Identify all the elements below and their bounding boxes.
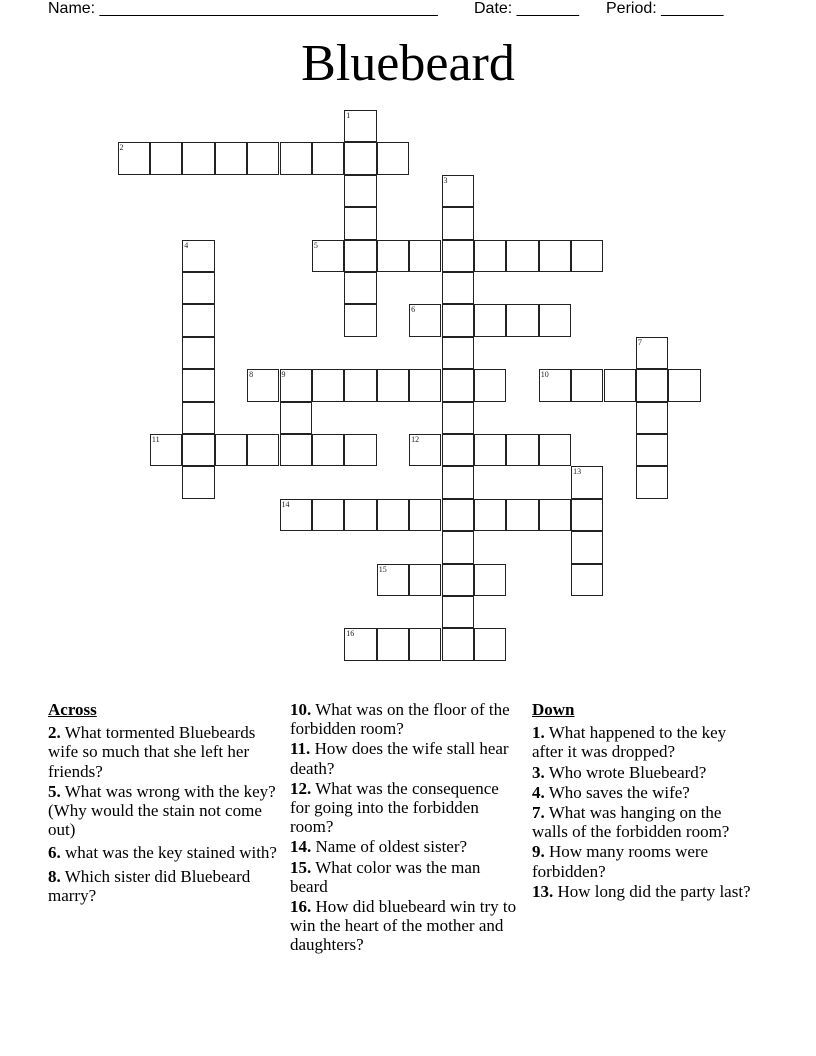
grid-cell[interactable] <box>506 434 538 466</box>
clue-item <box>48 782 284 840</box>
grid-cell[interactable] <box>442 369 474 401</box>
grid-cell[interactable] <box>474 628 506 660</box>
clue-item-text: What color was the man beard <box>290 857 481 896</box>
grid-cell[interactable] <box>474 434 506 466</box>
clue-item-text: What happened to the key after it was dropped? <box>532 723 727 762</box>
clue-item <box>532 723 758 761</box>
across-heading: Across <box>48 700 97 719</box>
grid-cell[interactable] <box>409 628 441 660</box>
down-heading: Down <box>532 700 575 719</box>
grid-cell[interactable] <box>247 434 279 466</box>
grid-cell[interactable] <box>442 207 474 239</box>
grid-cell[interactable] <box>344 628 376 660</box>
clue-item <box>532 842 758 880</box>
clue-item-number: 9. <box>532 842 545 862</box>
grid-cell[interactable] <box>150 434 182 466</box>
clue-item <box>290 837 520 856</box>
clue-item-text: What was the consequence for going into the forbidden room? <box>290 778 499 837</box>
grid-cell[interactable] <box>182 369 214 401</box>
grid-cell[interactable] <box>344 434 376 466</box>
grid-cell[interactable] <box>442 337 474 369</box>
grid-cell[interactable] <box>442 564 474 596</box>
grid-cell[interactable] <box>150 142 182 174</box>
clue-item-number: 8. <box>48 866 61 886</box>
grid-cell[interactable] <box>506 499 538 531</box>
grid-cell[interactable] <box>442 499 474 531</box>
grid-cell[interactable] <box>215 434 247 466</box>
grid-cell[interactable] <box>280 142 312 174</box>
grid-cell[interactable] <box>409 369 441 401</box>
clue-number: 5 <box>313 240 318 250</box>
grid-cell[interactable] <box>344 207 376 239</box>
grid-cell[interactable] <box>474 369 506 401</box>
grid-cell[interactable] <box>182 304 214 336</box>
clue-number: 2 <box>119 143 124 153</box>
clue-item-number: 16. <box>290 897 312 917</box>
grid-cell[interactable] <box>539 434 571 466</box>
grid-cell[interactable] <box>182 142 214 174</box>
grid-cell[interactable] <box>442 466 474 498</box>
clue-item-number: 6. <box>48 843 61 863</box>
grid-cell[interactable] <box>280 499 312 531</box>
grid-cell[interactable] <box>571 564 603 596</box>
grid-cell[interactable] <box>377 142 409 174</box>
grid-cell[interactable] <box>442 304 474 336</box>
clue-item-text: What was wrong with the key? (Why would the stain not come out) <box>48 781 276 840</box>
grid-cell[interactable] <box>409 564 441 596</box>
grid-cell[interactable] <box>442 175 474 207</box>
grid-cell[interactable] <box>182 466 214 498</box>
clue-number: 11 <box>151 435 160 444</box>
name-field-label[interactable]: Name: ______________________________________ <box>48 0 438 17</box>
grid-cell[interactable] <box>312 142 344 174</box>
grid-cell[interactable] <box>442 434 474 466</box>
grid-cell[interactable] <box>377 628 409 660</box>
clue-item <box>48 723 284 781</box>
clue-item <box>290 897 520 955</box>
grid-cell[interactable] <box>442 240 474 272</box>
clue-item-number: 1. <box>532 723 545 743</box>
grid-cell[interactable] <box>312 240 344 272</box>
grid-cell[interactable] <box>539 369 571 401</box>
page-title: Bluebeard <box>301 35 515 92</box>
clue-item <box>48 867 284 905</box>
grid-cell[interactable] <box>409 304 441 336</box>
grid-cell[interactable] <box>182 337 214 369</box>
grid-cell[interactable] <box>280 369 312 401</box>
clue-number: 1 <box>346 111 351 120</box>
clue-item-number: 14. <box>290 837 312 857</box>
grid-cell[interactable] <box>377 499 409 531</box>
grid-cell[interactable] <box>636 434 668 466</box>
clue-item-text: What was on the floor of the forbidden room? <box>290 700 510 739</box>
grid-cell[interactable] <box>571 531 603 563</box>
clue-number: 15 <box>378 564 387 574</box>
grid-cell[interactable] <box>344 369 376 401</box>
clue-number: 3 <box>443 175 448 185</box>
clue-item-text: what was the key stained with? <box>60 843 277 863</box>
clue-item-text: How many rooms were forbidden? <box>532 842 709 881</box>
clue-item-text: Name of oldest sister? <box>311 837 468 857</box>
clue-number: 16 <box>346 629 355 639</box>
grid-cell[interactable] <box>409 434 441 466</box>
grid-cell[interactable] <box>636 369 668 401</box>
clue-number: 10 <box>540 370 549 380</box>
clue-number: 13 <box>573 467 582 477</box>
clue-item <box>532 763 758 782</box>
grid-cell[interactable] <box>118 142 150 174</box>
grid-cell[interactable] <box>409 499 441 531</box>
grid-cell[interactable] <box>280 434 312 466</box>
clue-item-number: 13. <box>532 881 554 901</box>
grid-cell[interactable] <box>312 499 344 531</box>
clue-item-number: 12. <box>290 778 312 798</box>
clue-number: 14 <box>281 499 290 509</box>
grid-cell[interactable] <box>571 369 603 401</box>
grid-cell[interactable] <box>442 531 474 563</box>
clue-number: 4 <box>184 240 189 250</box>
grid-cell[interactable] <box>442 272 474 304</box>
grid-cell[interactable] <box>442 402 474 434</box>
clue-number: 9 <box>281 370 286 380</box>
clue-number: 7 <box>637 337 642 347</box>
grid-cell[interactable] <box>442 628 474 660</box>
grid-cell[interactable] <box>506 240 538 272</box>
header-line <box>0 0 816 22</box>
grid-cell[interactable] <box>182 240 214 272</box>
clue-item <box>532 803 758 841</box>
grid-cell[interactable] <box>571 240 603 272</box>
grid-cell[interactable] <box>377 564 409 596</box>
clue-item-number: 15. <box>290 857 312 877</box>
across-clues-column <box>48 700 284 906</box>
grid-cell[interactable] <box>215 142 247 174</box>
clue-item-number: 2. <box>48 723 61 743</box>
grid-cell[interactable] <box>182 402 214 434</box>
clue-item-number: 5. <box>48 781 61 801</box>
grid-cell[interactable] <box>344 175 376 207</box>
grid-cell[interactable] <box>636 466 668 498</box>
clue-number: 12 <box>411 435 420 444</box>
grid-cell[interactable] <box>377 240 409 272</box>
clue-item-text: Who saves the wife? <box>544 782 690 802</box>
clue-item <box>48 843 284 862</box>
clue-number: 6 <box>411 305 416 315</box>
grid-cell[interactable] <box>247 142 279 174</box>
grid-cell[interactable] <box>474 240 506 272</box>
grid-cell[interactable] <box>636 337 668 369</box>
grid-cell[interactable] <box>442 596 474 628</box>
grid-cell[interactable] <box>344 110 376 142</box>
clue-item <box>290 779 520 837</box>
clue-item <box>532 882 758 901</box>
grid-cell[interactable] <box>474 304 506 336</box>
grid-cell[interactable] <box>539 240 571 272</box>
grid-cell[interactable] <box>668 369 700 401</box>
grid-cell[interactable] <box>312 434 344 466</box>
across-clues-column-continued <box>290 700 520 956</box>
date-field-label[interactable]: Date: _______ <box>474 0 579 17</box>
grid-cell[interactable] <box>344 304 376 336</box>
grid-cell[interactable] <box>604 369 636 401</box>
grid-cell[interactable] <box>344 142 376 174</box>
clue-item-text: What was hanging on the walls of the forbidden room? <box>532 803 730 842</box>
clue-item-number: 11. <box>290 739 311 759</box>
grid-cell[interactable] <box>182 434 214 466</box>
clue-item-text: How did bluebeard win try to win the heart of the mother and daughters? <box>290 897 517 955</box>
grid-cell[interactable] <box>474 564 506 596</box>
grid-cell[interactable] <box>280 402 312 434</box>
grid-cell[interactable] <box>182 272 214 304</box>
grid-cell[interactable] <box>571 466 603 498</box>
clue-number: 8 <box>249 370 254 380</box>
clue-item-number: 10. <box>290 700 312 719</box>
grid-cell[interactable] <box>247 369 279 401</box>
clue-item <box>290 858 520 896</box>
grid-cell[interactable] <box>344 272 376 304</box>
clue-item-text: What tormented Bluebeards wife so much that she left her friends? <box>48 723 256 781</box>
clue-item-text: How does the wife stall hear death? <box>290 739 509 778</box>
grid-cell[interactable] <box>377 369 409 401</box>
clue-item <box>532 783 758 802</box>
clue-item-text: Which sister did Bluebeard marry? <box>48 866 251 905</box>
grid-cell[interactable] <box>539 499 571 531</box>
clue-item <box>290 739 520 777</box>
grid-cell[interactable] <box>344 499 376 531</box>
grid-cell[interactable] <box>636 402 668 434</box>
clue-item-number: 3. <box>532 762 545 782</box>
grid-cell[interactable] <box>409 240 441 272</box>
grid-cell[interactable] <box>344 240 376 272</box>
clue-item <box>290 700 520 738</box>
grid-cell[interactable] <box>506 304 538 336</box>
down-clues-column <box>532 700 758 902</box>
period-field-label[interactable]: Period: _______ <box>606 0 724 17</box>
grid-cell[interactable] <box>312 369 344 401</box>
clue-item-text: Who wrote Bluebeard? <box>544 762 707 782</box>
clue-item-number: 7. <box>532 803 545 823</box>
grid-cell[interactable] <box>474 499 506 531</box>
grid-cell[interactable] <box>539 304 571 336</box>
clue-item-number: 4. <box>532 782 545 802</box>
grid-cell[interactable] <box>571 499 603 531</box>
clue-item-text: How long did the party last? <box>553 881 751 901</box>
